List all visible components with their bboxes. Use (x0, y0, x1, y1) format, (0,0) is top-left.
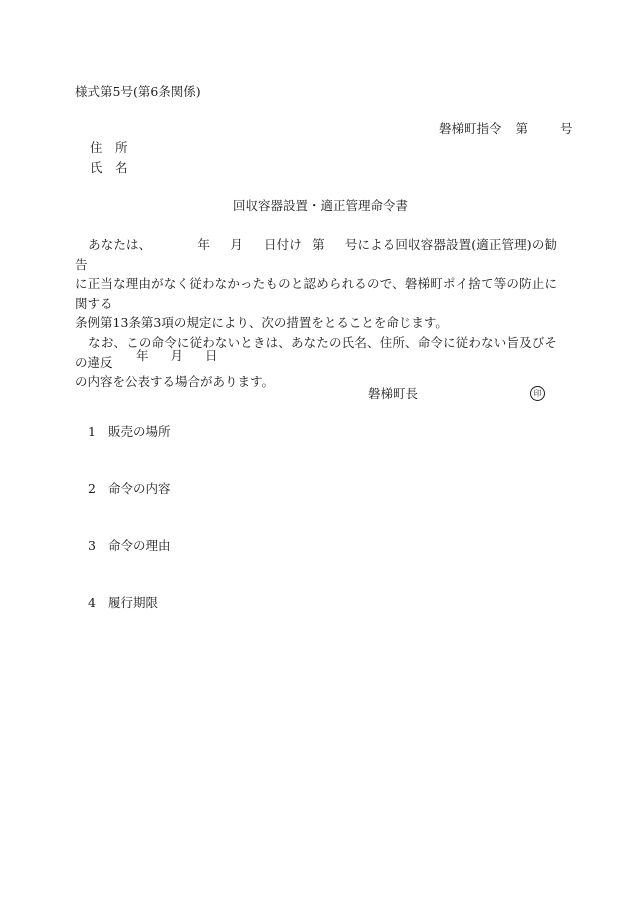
document-title: 回収容器設置・適正管理命令書 (233, 198, 409, 213)
reference-number (439, 123, 573, 136)
signature-title: 磐梯町長 (368, 386, 419, 401)
address-label: 住 所 (90, 140, 128, 155)
item-1: 1 販売の場所 (88, 424, 171, 439)
item-4: 4 履行期限 (88, 595, 158, 610)
reference-dai: 第 (515, 121, 529, 136)
form-label: 様式第5号(第6条関係) (75, 84, 201, 99)
item-2: 2 命令の内容 (88, 481, 171, 496)
seal-mark (530, 386, 545, 401)
issue-date: 年 月 日 (136, 348, 218, 363)
body-line: の内容を公表する場合があります。 (75, 374, 275, 390)
item-3: 3 命令の理由 (88, 538, 171, 553)
seal-icon: 印 (530, 386, 545, 401)
body-line: あなたは、 年 月 日付け 第 号による回収容器設置(適正管理)の勧告 (75, 237, 557, 272)
body-paragraph-1 (75, 235, 557, 392)
reference-prefix: 磐梯町指令 (439, 121, 502, 136)
reference-go: 号 (560, 121, 573, 136)
body-line: に正当な理由がなく従わなかったものと認められるので、磐梯町ポイ捨て等の防止に関する (75, 276, 557, 311)
body-line: なお、この命令に従わないときは、あなたの氏名、住所、命令に従わない旨及びその違反 (75, 334, 557, 370)
body-line: 条例第13条第3項の規定により、次の措置をとることを命じます。 (75, 315, 448, 331)
name-label: 氏 名 (90, 160, 128, 175)
